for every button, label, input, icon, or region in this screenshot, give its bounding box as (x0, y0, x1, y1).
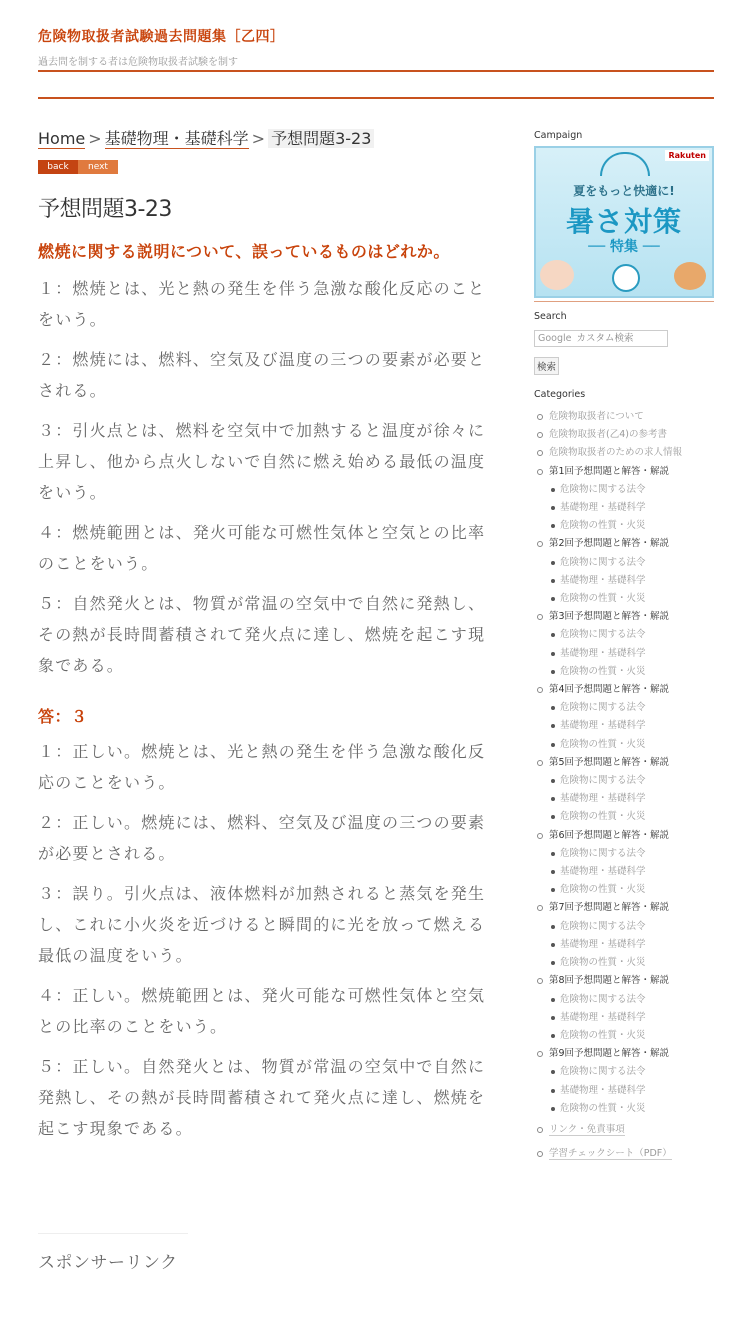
subcategory-link-law[interactable]: 危険物に関する法令 (560, 920, 646, 932)
campaign-banner[interactable] (534, 146, 714, 298)
person-illustration-icon (540, 260, 574, 290)
subcategory-item (549, 991, 714, 1009)
explanation-item: ４：正しい。燃焼範囲とは、発火可能な可燃性気体と空気との比率のことをいう。 (38, 986, 486, 1036)
banner-line1: 夏をもっと快適に! (573, 184, 675, 198)
subcategory-item (549, 918, 714, 936)
subcategory-item (549, 517, 714, 535)
subcategory-list (549, 772, 714, 827)
category-link-jobs[interactable]: 危険物取扱者のための求人情報 (549, 447, 683, 459)
categories-title: Categories (534, 389, 586, 400)
subcategory-item (549, 499, 714, 517)
subcategory-link-law[interactable]: 危険物に関する法令 (560, 483, 646, 495)
bear-illustration-icon (612, 264, 640, 292)
option-item: ２：燃焼には、燃料、空気及び温度の三つの要素が必要とされる。 (38, 350, 486, 400)
subcategory-link-physics[interactable]: 基礎物理・基礎科学 (560, 866, 646, 878)
banner-line3: ── 特集 ── (588, 239, 660, 255)
category-item-round (534, 899, 714, 972)
category-item-round (534, 827, 714, 900)
category-item (534, 426, 714, 444)
subcategory-item (549, 572, 714, 590)
subcategory-item (549, 936, 714, 954)
banner-brand: Rakuten (665, 150, 709, 161)
category-item (534, 1121, 714, 1139)
subcategory-item (549, 736, 714, 754)
subcategory-link-fire[interactable]: 危険物の性質・火災 (560, 520, 646, 532)
category-item-round (534, 754, 714, 827)
category-round-heading[interactable]: 第1回予想問題と解答・解説 (549, 465, 670, 477)
subcategory-link-physics[interactable]: 基礎物理・基礎科学 (560, 1084, 646, 1096)
subcategory-item (549, 1100, 714, 1118)
category-item-round (534, 535, 714, 608)
category-round-heading[interactable]: 第2回予想問題と解答・解説 (549, 538, 670, 550)
post-title: 予想問題3-23 (38, 197, 172, 222)
site-title[interactable]: 危険物取扱者試験過去問題集［乙四］ (38, 29, 285, 45)
search-input[interactable] (534, 330, 668, 347)
subcategory-list (549, 845, 714, 900)
subcategory-link-fire[interactable]: 危険物の性質・火災 (560, 1029, 646, 1041)
subcategory-list (549, 554, 714, 609)
category-round-heading[interactable]: 第3回予想問題と解答・解説 (549, 611, 670, 623)
subcategory-link-physics[interactable]: 基礎物理・基礎科学 (560, 793, 646, 805)
subcategory-link-physics[interactable]: 基礎物理・基礎科学 (560, 574, 646, 586)
breadcrumb-separator: > (88, 129, 102, 148)
post-pager (38, 160, 498, 174)
subcategory-link-physics[interactable]: 基礎物理・基礎科学 (560, 720, 646, 732)
back-button[interactable]: back (38, 160, 78, 174)
category-round-heading[interactable]: 第4回予想問題と解答・解説 (549, 684, 670, 696)
subcategory-item (549, 590, 714, 608)
breadcrumb-home-link[interactable]: Home (38, 129, 86, 148)
sponsor-label: スポンサーリンク (38, 1253, 178, 1273)
subcategory-item (549, 554, 714, 572)
answer-heading: 答：３ (38, 707, 88, 726)
category-link-check-sheet[interactable]: 学習チェックシート（PDF） (549, 1148, 672, 1160)
header-divider (38, 70, 714, 72)
site-tagline: 過去問を制する者は危険物取扱者試験を制す (38, 57, 238, 68)
subcategory-list (549, 626, 714, 681)
subcategory-item (549, 663, 714, 681)
subcategory-link-physics[interactable]: 基礎物理・基礎科学 (560, 1011, 646, 1023)
sponsor-divider (38, 1233, 188, 1234)
subcategory-link-physics[interactable]: 基礎物理・基礎科学 (560, 938, 646, 950)
explanation-item: ２：正しい。燃焼には、燃料、空気及び温度の三つの要素が必要とされる。 (38, 813, 486, 863)
search-placeholder: カスタム検索 (576, 333, 634, 344)
google-logo-icon: Google (538, 333, 572, 344)
subcategory-item (549, 1082, 714, 1100)
subcategory-list (549, 481, 714, 536)
sidebar (534, 130, 714, 1163)
option-list (38, 273, 498, 681)
subcategory-link-fire[interactable]: 危険物の性質・火災 (560, 665, 646, 677)
campaign-title: Campaign (534, 130, 583, 141)
subcategory-item (549, 717, 714, 735)
widget-divider (534, 301, 714, 302)
breadcrumb (38, 128, 498, 150)
category-item-round (534, 972, 714, 1045)
subcategory-item (549, 881, 714, 899)
option-item: ４：燃焼範囲とは、発火可能な可燃性気体と空気との比率のことをいう。 (38, 523, 486, 573)
explanation-item: ５：正しい。自然発火とは、物質が常温の空気中で自然に発熱し、その熱が長時間蓄積されて発火点に達し、燃焼を起こす現象である。 (38, 1057, 486, 1138)
subcategory-item (549, 808, 714, 826)
next-button[interactable]: next (78, 160, 118, 174)
explanation-list (38, 736, 498, 1144)
option-item: ５：自然発火とは、物質が常温の空気中で自然に発熱し、その熱が長時間蓄積されて発火点に達し、燃焼を起こす現象である。 (38, 594, 486, 675)
subcategory-link-fire[interactable]: 危険物の性質・火災 (560, 1102, 646, 1114)
category-round-heading[interactable]: 第8回予想問題と解答・解説 (549, 975, 670, 987)
subcategory-link-fire[interactable]: 危険物の性質・火災 (560, 884, 646, 896)
subcategory-item (549, 1009, 714, 1027)
main-content (38, 128, 498, 1144)
subcategory-link-law[interactable]: 危険物に関する法令 (560, 847, 646, 859)
dog-illustration-icon (674, 262, 706, 290)
subcategory-item (549, 845, 714, 863)
category-item-round (534, 1045, 714, 1118)
subcategory-item (549, 645, 714, 663)
subcategory-link-fire[interactable]: 危険物の性質・火災 (560, 957, 646, 969)
option-item: １：燃焼とは、光と熱の発生を伴う急激な酸化反応のことをいう。 (38, 279, 486, 329)
subcategory-item (549, 481, 714, 499)
subcategory-list (549, 699, 714, 754)
subcategory-item (549, 1063, 714, 1081)
category-item (534, 444, 714, 462)
nav-divider (38, 97, 714, 99)
category-round-heading[interactable]: 第9回予想問題と解答・解説 (549, 1048, 670, 1060)
subcategory-link-law[interactable]: 危険物に関する法令 (560, 775, 646, 787)
category-item-round (534, 608, 714, 681)
category-item (534, 1145, 714, 1163)
category-link-about[interactable]: 危険物取扱者について (549, 411, 644, 422)
category-round-heading[interactable]: 第5回予想問題と解答・解説 (549, 756, 670, 768)
category-item-round (534, 681, 714, 754)
subcategory-item (549, 626, 714, 644)
explanation-item: １：正しい。燃焼とは、光と熱の発生を伴う急激な酸化反応のことをいう。 (38, 742, 486, 792)
subcategory-item (549, 863, 714, 881)
search-button[interactable]: 検索 (534, 357, 559, 375)
subcategory-list (549, 1063, 714, 1118)
subcategory-item (549, 1027, 714, 1045)
category-item-round (534, 463, 714, 536)
category-item (534, 408, 714, 426)
breadcrumb-current: 予想問題3-23 (268, 129, 374, 148)
subcategory-item (549, 954, 714, 972)
category-round-heading[interactable]: 第7回予想問題と解答・解説 (549, 902, 670, 914)
question-text: 燃焼に関する説明について、誤っているものはどれか。 (38, 242, 450, 261)
subcategory-item (549, 699, 714, 717)
subcategory-link-law[interactable]: 危険物に関する法令 (560, 702, 646, 714)
breadcrumb-category-link[interactable]: 基礎物理・基礎科学 (104, 129, 249, 148)
breadcrumb-separator: > (251, 129, 266, 148)
search-title: Search (534, 311, 567, 322)
subcategory-link-physics[interactable]: 基礎物理・基礎科学 (560, 647, 646, 659)
category-link-links[interactable]: リンク・免責事項 (549, 1123, 625, 1135)
category-link-books[interactable]: 危険物取扱者(乙4)の参考書 (549, 429, 667, 441)
option-item: ３：引火点とは、燃料を空気中で加熱すると温度が徐々に上昇し、他から点火しないで自然に燃え始める最低の温度をいう。 (38, 421, 486, 502)
site-header (38, 26, 714, 68)
subcategory-list (549, 991, 714, 1046)
subcategory-link-law[interactable]: 危険物に関する法令 (560, 993, 646, 1005)
banner-line2: 暑さ対策 (565, 205, 682, 238)
subcategory-item (549, 790, 714, 808)
subcategory-link-law[interactable]: 危険物に関する法令 (560, 629, 646, 641)
subcategory-link-fire[interactable]: 危険物の性質・火災 (560, 593, 646, 605)
subcategory-link-law[interactable]: 危険物に関する法令 (560, 556, 646, 568)
subcategory-link-fire[interactable]: 危険物の性質・火災 (560, 811, 646, 823)
subcategory-link-law[interactable]: 危険物に関する法令 (560, 1066, 646, 1078)
category-round-heading[interactable]: 第6回予想問題と解答・解説 (549, 829, 670, 841)
subcategory-link-physics[interactable]: 基礎物理・基礎科学 (560, 502, 646, 514)
subcategory-list (549, 918, 714, 973)
subcategory-item (549, 772, 714, 790)
category-list (534, 408, 714, 1163)
subcategory-link-fire[interactable]: 危険物の性質・火災 (560, 738, 646, 750)
explanation-item: ３：誤り。引火点は、液体燃料が加熱されると蒸気を発生し、これに小火炎を近づけると瞬間的に光を放って燃える最低の温度をいう。 (38, 884, 486, 965)
